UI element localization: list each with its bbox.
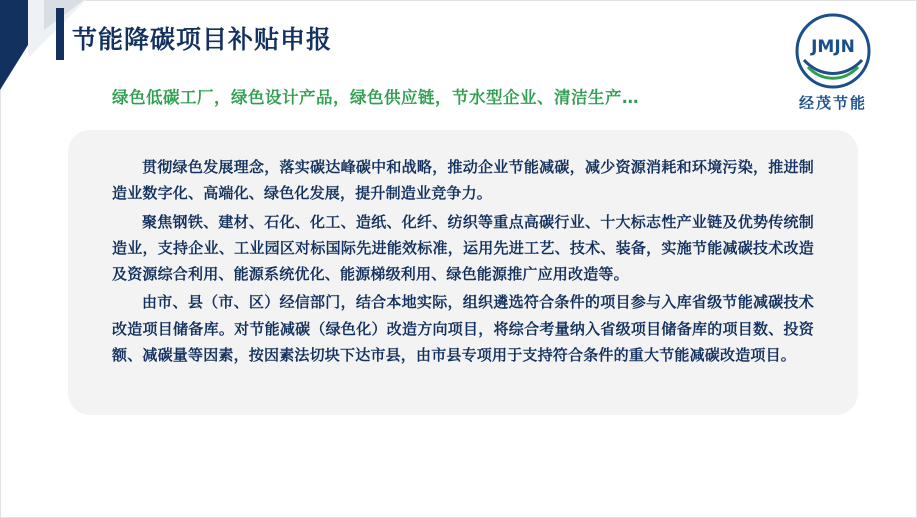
subtitle: 绿色低碳工厂，绿色设计产品，绿色供应链，节水型企业、清洁生产… [112, 88, 639, 107]
content-card [68, 130, 858, 415]
title-accent-bar [56, 8, 64, 60]
paragraph: 由市、县（市、区）经信部门，结合本地实际，组织遴选符合条件的项目参与入库省级节能减碳技术改造项目储备库。对节能减碳（绿色化）改造方向项目，将综合考量纳入省级项目储备库的项目数、投资额、减碳量等因素，按因素法切块下达市县，由市县专项用于支持符合条件的重大节能减碳改造项目。 [112, 293, 814, 364]
paragraph: 聚焦钢铁、建材、石化、化工、造纸、化纤、纺织等重点高碳行业、十大标志性产业链及优势传统制造业，支持企业、工业园区对标国际先进能效标准，运用先进工艺、技术、装备，实施节能减碳技术改造及资源综合利用、能源系统优化、能源梯级利用、绿色能源推广应用改造等。 [112, 212, 814, 283]
paragraph: 贯彻绿色发展理念，落实碳达峰碳中和战略，推动企业节能减碳，减少资源消耗和环境污染，推进制造业数字化、高端化、绿色化发展，提升制造业竞争力。 [112, 158, 814, 203]
content-body [68, 130, 858, 380]
logo-caption: 经茂节能 [798, 94, 867, 112]
logo-mark-icon [794, 12, 872, 90]
svg-text:JMJN: JMJN [811, 37, 855, 57]
page-title: 节能降碳项目补贴申报 [72, 25, 333, 54]
logo [773, 12, 893, 113]
